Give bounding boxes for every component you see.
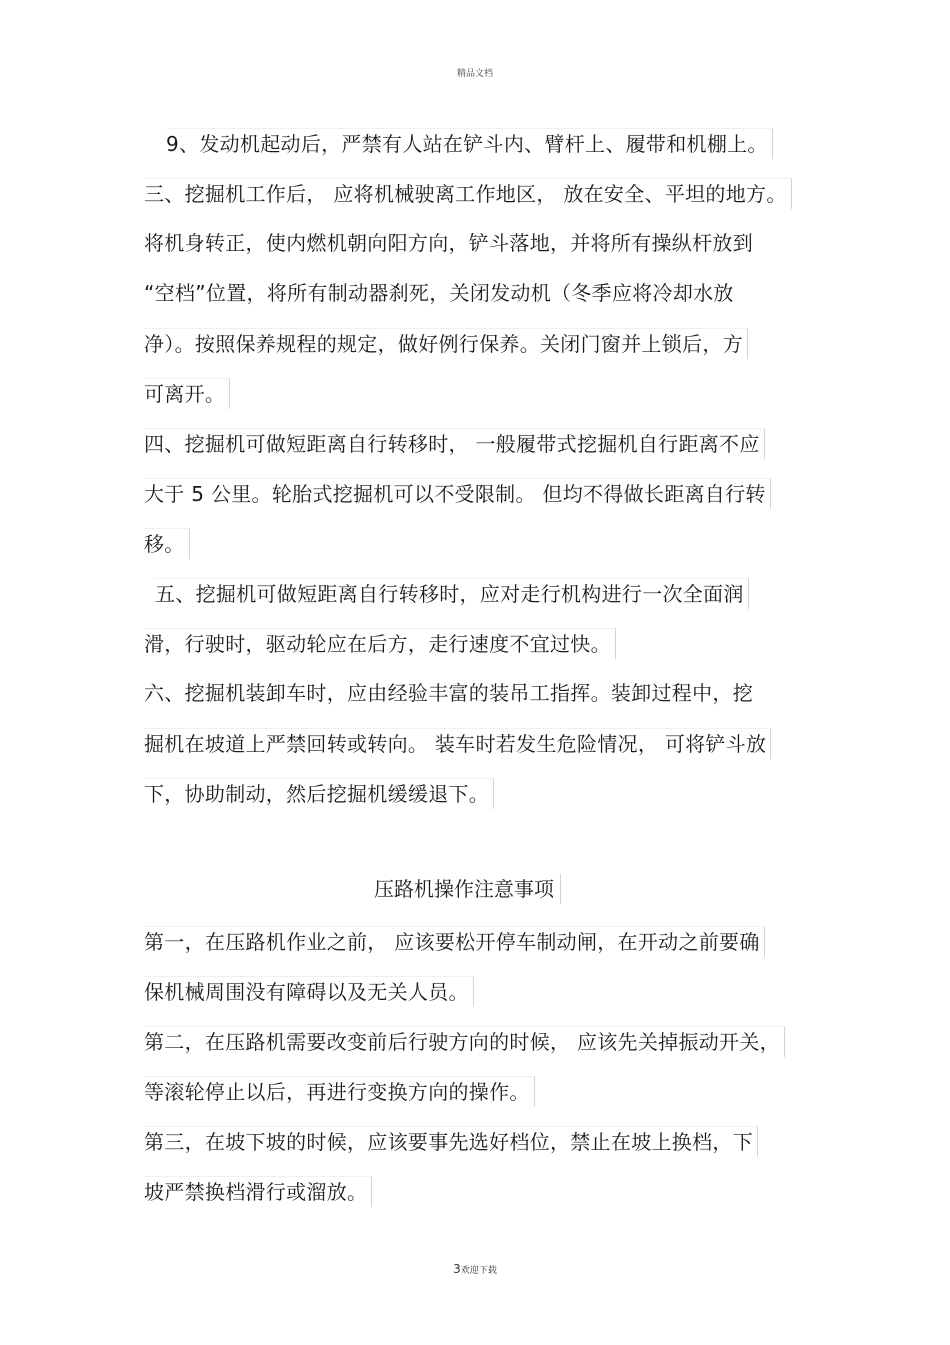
text-line: 可离开。	[144, 378, 230, 409]
text-line: 五、挖掘机可做短距离自行转移时，应对走行机构进行一次全面润	[155, 578, 749, 609]
text-line: 9、发动机起动后，严禁有人站在铲斗内、臂杆上、履带和机棚上。	[166, 128, 773, 159]
text-line: 第一，在压路机作业之前， 应该要松开停车制动闸，在开动之前要确	[144, 926, 765, 957]
text-line: 滑，行驶时，驱动轮应在后方，走行速度不宜过快。	[144, 628, 616, 659]
text-line: 坡严禁换档滑行或溜放。	[144, 1176, 372, 1207]
section-title: 压路机操作注意事项	[374, 874, 561, 904]
text-line: 将机身转正，使内燃机朝向阳方向，铲斗落地，并将所有操纵杆放到	[144, 231, 753, 255]
footer-text: 欢迎下载	[460, 1266, 497, 1276]
page-number: 3	[453, 1262, 461, 1276]
page-footer	[0, 1262, 950, 1276]
text-line: 三、挖掘机工作后， 应将机械驶离工作地区， 放在安全、平坦的地方。	[144, 178, 792, 209]
page-header: 精品文档	[456, 69, 493, 79]
text-line: 六、挖掘机装卸车时，应由经验丰富的装吊工指挥。装卸过程中，挖	[144, 681, 753, 705]
text-line: 第二，在压路机需要改变前后行驶方向的时候， 应该先关掉振动开关，	[144, 1026, 785, 1057]
text-line: 等滚轮停止以后，再进行变换方向的操作。	[144, 1076, 535, 1107]
text-line: 四、挖掘机可做短距离自行转移时， 一般履带式挖掘机自行距离不应	[144, 428, 765, 459]
text-line: 下，协助制动，然后挖掘机缓缓退下。	[144, 778, 494, 809]
text-line: 掘机在坡道上严禁回转或转向。 装车时若发生危险情况， 可将铲斗放	[144, 728, 771, 759]
text-line: 净）。按照保养规程的规定，做好例行保养。关闭门窗并上锁后，方	[144, 328, 748, 359]
text-line: “空档”位置，将所有制动器刹死，关闭发动机（冬季应将冷却水放	[144, 281, 734, 305]
text-line: 第三，在坡下坡的时候，应该要事先选好档位，禁止在坡上换档，下	[144, 1126, 758, 1157]
text-line: 大于 5 公里。轮胎式挖掘机可以不受限制。 但均不得做长距离自行转	[144, 478, 771, 509]
text-line: 移。	[144, 528, 190, 559]
text-line: 保机械周围没有障碍以及无关人员。	[144, 976, 474, 1007]
